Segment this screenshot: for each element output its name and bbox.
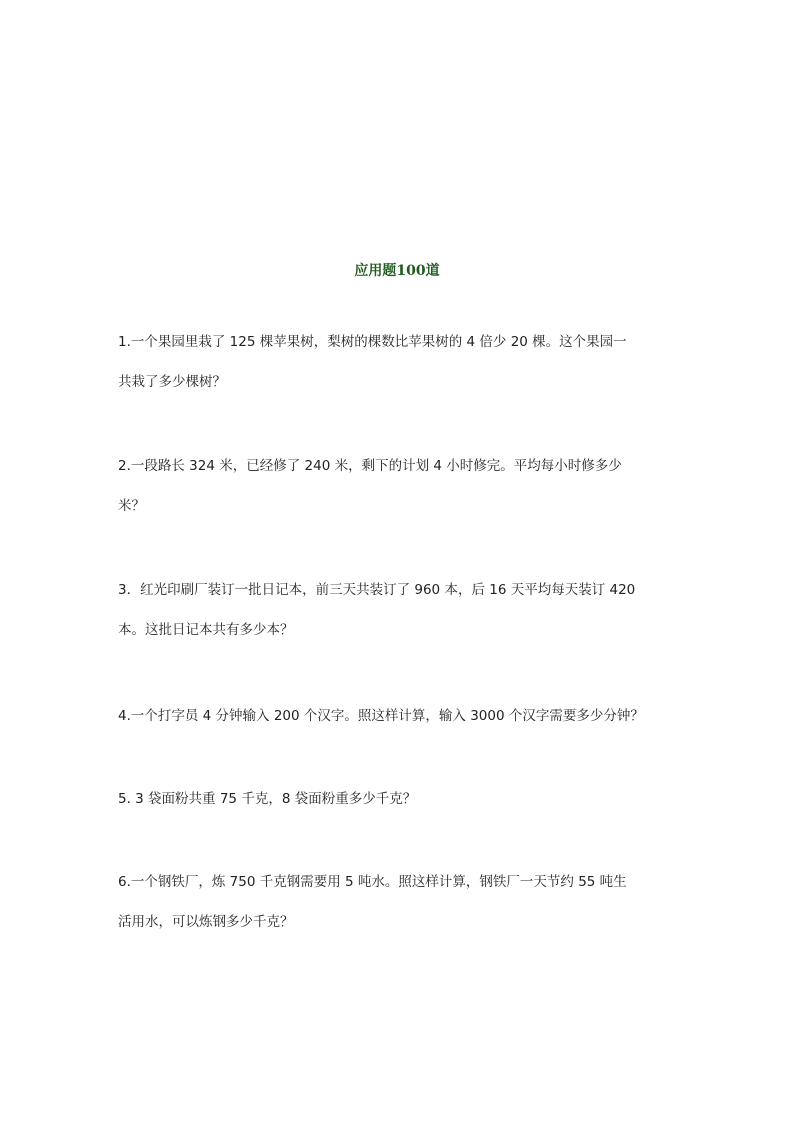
problem-line: 3．红光印刷厂装订一批日记本，前三天共装订了 960 本，后 16 天平均每天装订 420 xyxy=(118,582,636,598)
problem-2 xyxy=(118,446,678,526)
problem-5 xyxy=(118,779,678,819)
problem-line: 2.一段路长 324 米，已经修了 240 米，剩下的计划 4 小时修完。平均每小时修多少 xyxy=(118,458,622,474)
problem-6 xyxy=(118,862,678,942)
problem-line: 米？ xyxy=(118,498,145,514)
document-title: 应用题100道 xyxy=(354,263,440,279)
problem-4 xyxy=(118,696,678,736)
problem-3 xyxy=(118,570,678,650)
problem-line: 本。这批日记本共有多少本？ xyxy=(118,622,294,638)
problem-line: 5. 3 袋面粉共重 75 千克，8 袋面粉重多少千克？ xyxy=(118,791,417,807)
problem-line: 6.一个钢铁厂，炼 750 千克钢需要用 5 吨水。照这样计算，钢铁厂一天节约 55 吨生 xyxy=(118,874,627,890)
problem-line: 共栽了多少棵树？ xyxy=(118,374,226,390)
problem-1 xyxy=(118,322,678,402)
problem-line: 1.一个果园里栽了 125 棵苹果树，梨树的棵数比苹果树的 4 倍少 20 棵。这个果园一 xyxy=(118,334,627,350)
problem-line: 4.一个打字员 4 分钟输入 200 个汉字。照这样计算，输入 3000 个汉字需要多少分钟？ xyxy=(118,708,644,724)
problem-line: 活用水，可以炼钢多少千克？ xyxy=(118,914,294,930)
